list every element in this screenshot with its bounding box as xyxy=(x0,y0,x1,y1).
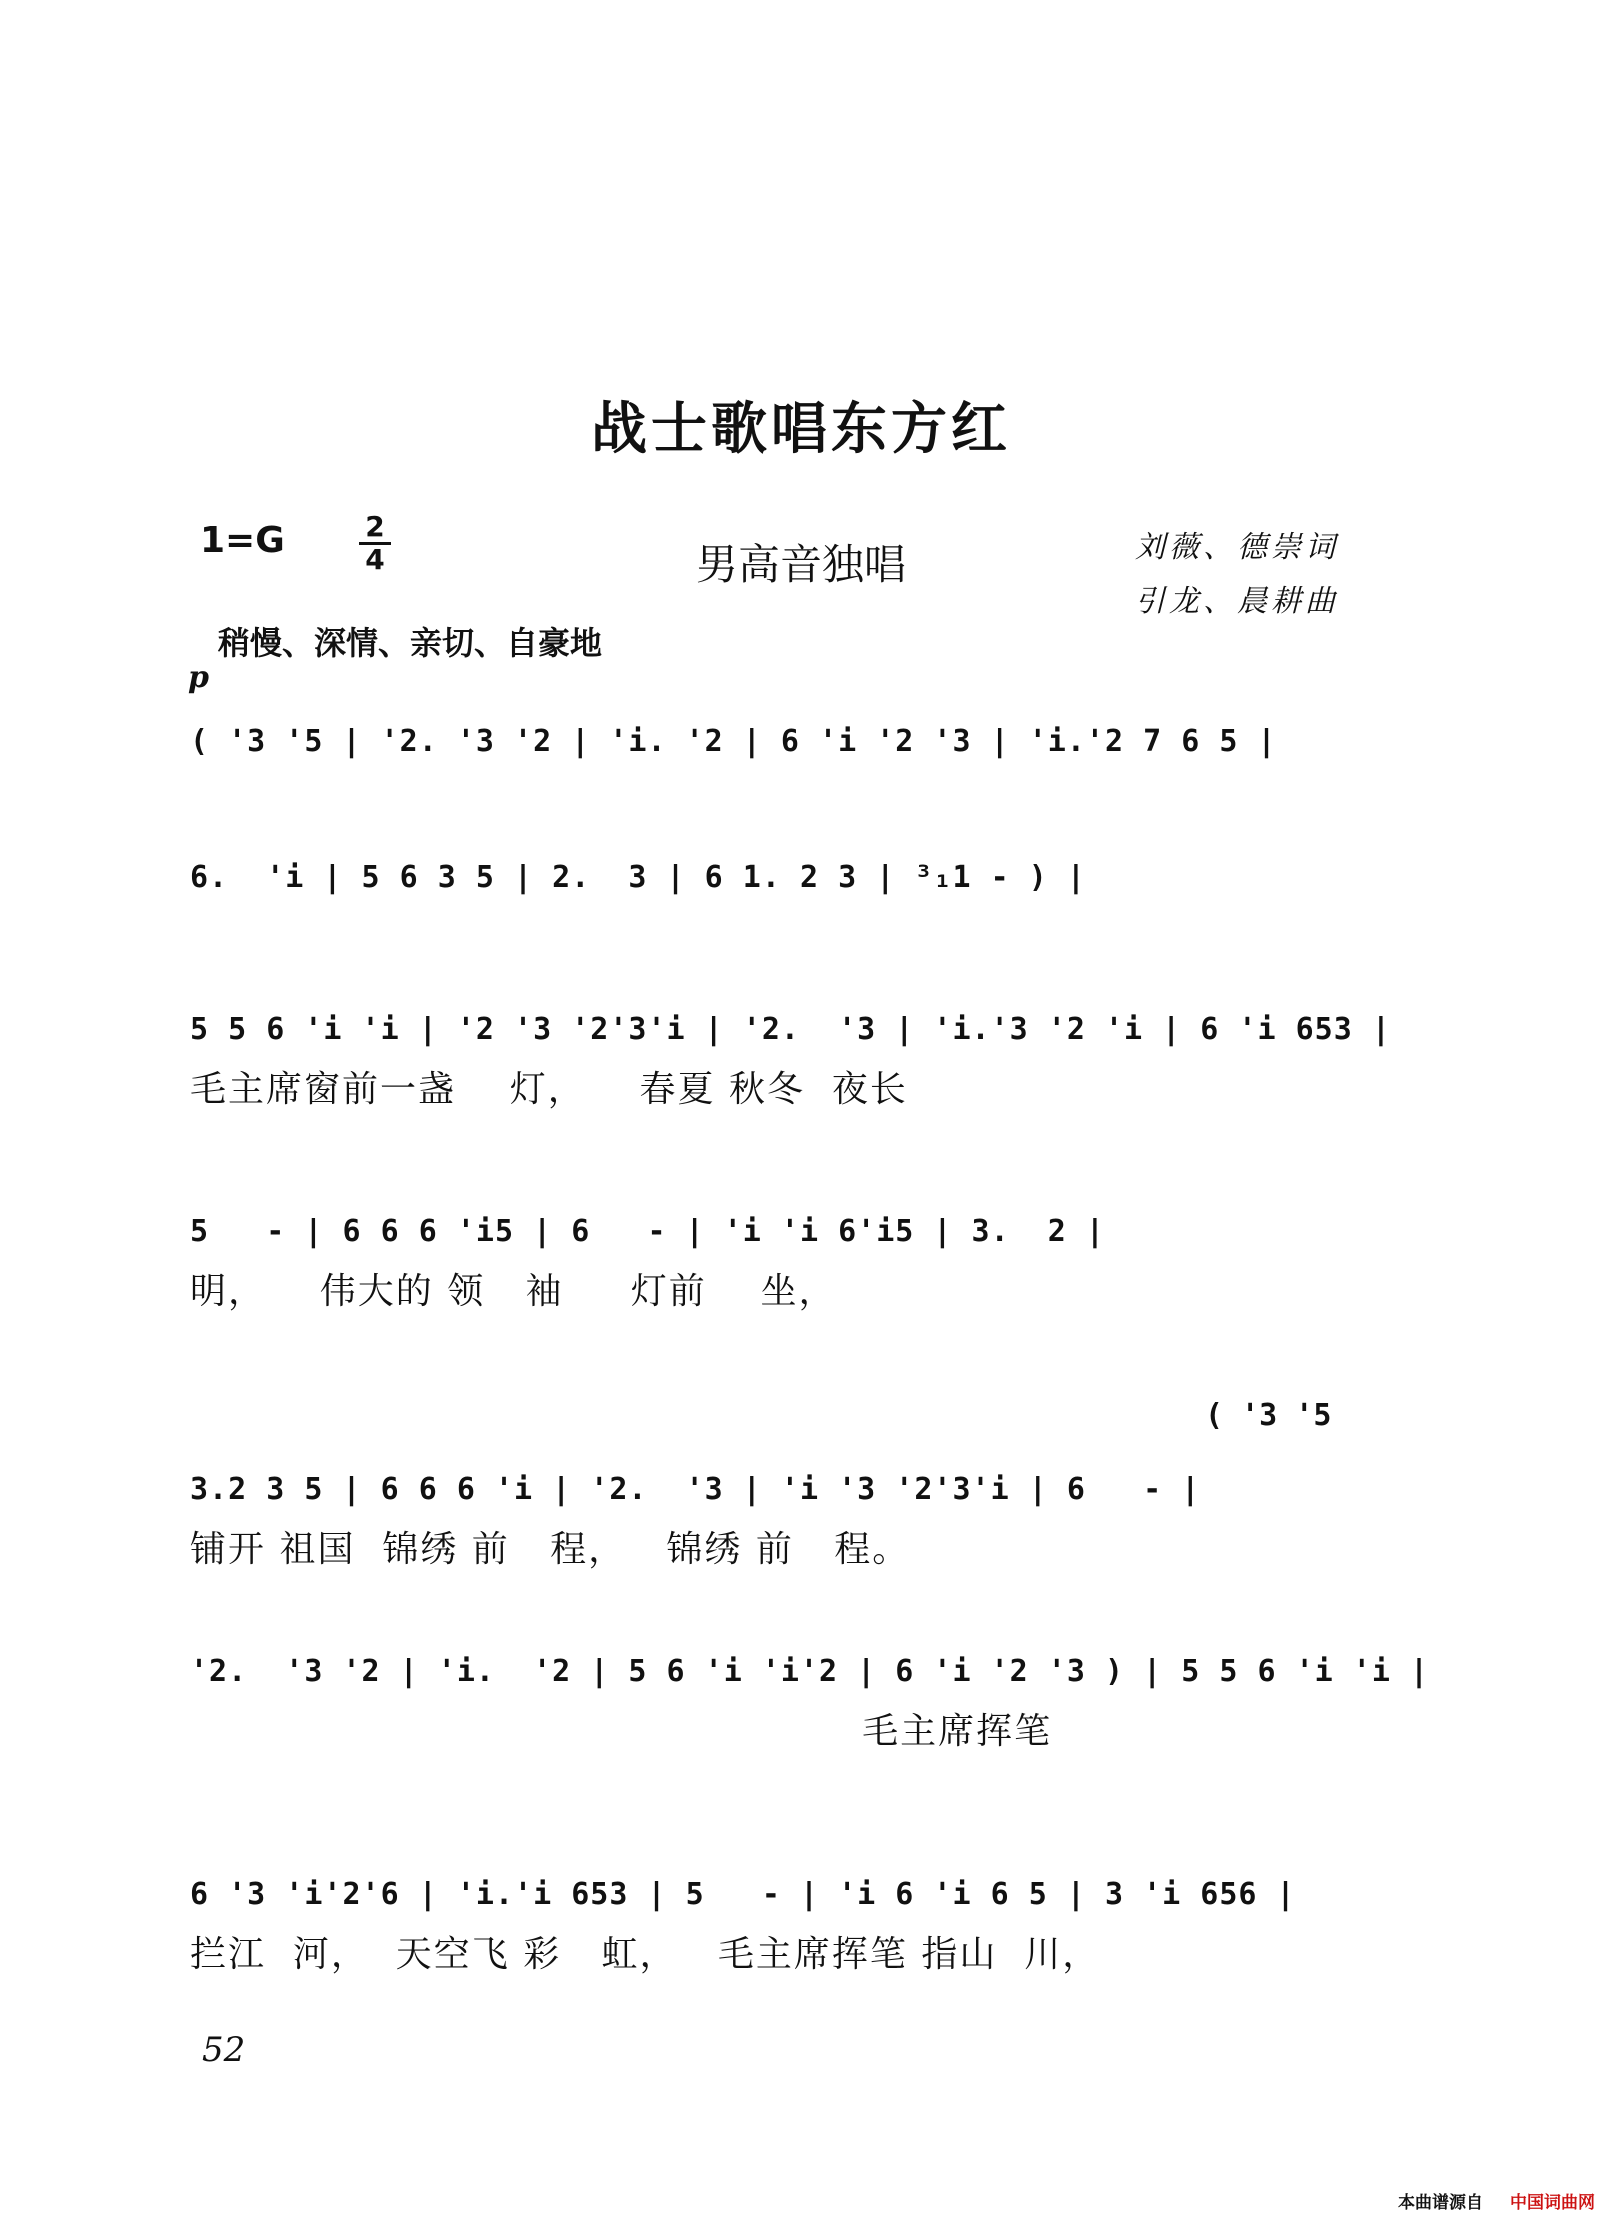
bracketed-pickup-notes: ( '3 '5 xyxy=(1205,1398,1332,1433)
lyrics-line: 拦江 河， 天空飞 彩 虹， 毛主席挥笔 指山 川， xyxy=(190,1934,1101,1975)
score-system-5 xyxy=(190,1470,1370,1576)
notation-line: 3.2 3 5 | 6 6 6 'i | '2. '3 | 'i '3 '2'3'i | 6 - | xyxy=(190,1472,1201,1507)
notation-line: 6. 'i | 5 6 3 5 | 2. 3 | 6 1. 2 3 | ³₁1 - ) | xyxy=(190,860,1086,895)
score-system-2 xyxy=(190,858,1370,912)
watermark-source: 本曲谱源自 xyxy=(1398,2193,1483,2213)
notation-line: 5 5 6 'i 'i | '2 '3 '2'3'i | '2. '3 | 'i.'3 '2 'i | 6 'i 653 | xyxy=(190,1012,1391,1047)
song-title: 战士歌唱东方红 xyxy=(591,396,1011,462)
watermark-site: 中国词曲网 xyxy=(1510,2193,1595,2213)
score-system-7 xyxy=(190,1875,1370,1981)
lyrics-line: 毛主席挥笔 xyxy=(190,1711,1053,1752)
composer-credit: 引龙、晨耕曲 xyxy=(1135,584,1339,619)
notation-line: 5 - | 6 6 6 'i5 | 6 - | 'i 'i 6'i5 | 3. 2 | xyxy=(190,1214,1105,1249)
score-system-3 xyxy=(190,1010,1391,1116)
lyrics-line: 毛主席窗前一盏 灯， 春夏 秋冬 夜长 xyxy=(190,1069,908,1110)
notation-line: '2. '3 '2 | 'i. '2 | 5 6 'i 'i'2 | 6 'i '2 '3 ) | 5 5 6 'i 'i | xyxy=(190,1654,1429,1689)
dynamic-marking: p xyxy=(188,660,209,695)
notation-line: 6 '3 'i'2'6 | 'i.'i 653 | 5 - | 'i 6 'i 6 5 | 3 'i 656 | xyxy=(190,1877,1296,1912)
notation-line: ( '3 '5 | '2. '3 '2 | 'i. '2 | 6 'i '2 '3 | 'i.'2 7 6 5 | xyxy=(190,724,1277,759)
score-system-1 xyxy=(190,722,1370,776)
lyrics-line: 明， 伟大的 领 袖 灯前 坐， xyxy=(190,1271,837,1312)
tempo-marking: 稍慢、深情、亲切、自豪地 xyxy=(218,624,603,662)
time-denominator: 4 xyxy=(365,543,385,576)
score-system-6 xyxy=(190,1652,1429,1758)
page-number: 52 xyxy=(202,2030,246,2070)
time-numerator: 2 xyxy=(365,510,385,543)
performance-type: 男高音独唱 xyxy=(695,540,906,589)
lyrics-line: 铺开 祖国 锦绣 前 程， 锦绣 前 程。 xyxy=(190,1529,911,1570)
lyricist-credit: 刘薇、德崇词 xyxy=(1135,530,1339,565)
score-system-4 xyxy=(190,1212,1370,1318)
key-signature: 1=G xyxy=(200,520,285,561)
